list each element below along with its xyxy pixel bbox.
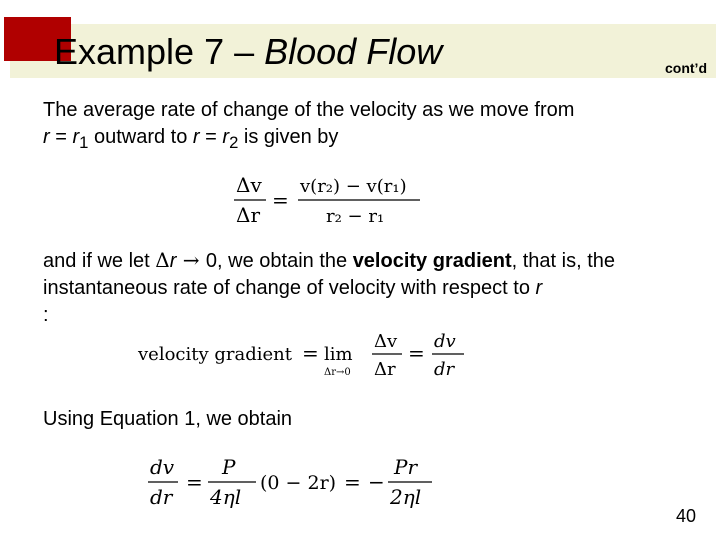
grad-colon: :: [43, 304, 49, 326]
title-italic: Blood Flow: [264, 31, 443, 72]
intro-end: is given by: [238, 126, 339, 148]
eq1-lhs-num: Δv: [236, 173, 262, 197]
paragraph-intro: [43, 97, 703, 156]
eq1-lhs-den: Δr: [236, 203, 261, 227]
grad-text-b: 0, we obtain the: [205, 250, 353, 272]
grad-var-r: r: [169, 250, 177, 272]
eq3-den: 4ηl: [210, 485, 242, 509]
eq3-paren: (0 − 2r): [260, 472, 337, 494]
equation-velocity-gradient: [136, 327, 468, 383]
grad-text-c: , that is, the instantaneous rate of change of velocity with respect to: [43, 250, 616, 299]
eq2-equals: =: [302, 341, 319, 365]
eq3-equals: =: [186, 470, 203, 494]
delta-symbol: Δ: [155, 248, 170, 272]
intro-line1: The average rate of change of the velocity as we move from: [43, 99, 575, 121]
velocity-gradient-term: velocity gradient: [352, 250, 512, 272]
slide-title: [54, 30, 442, 74]
eq2-num: Δv: [374, 331, 398, 352]
sub-2: 2: [229, 133, 239, 152]
eq2-lim-sub: Δr→0: [324, 367, 351, 378]
eq3-pr: Pr: [394, 455, 418, 479]
sub-1: 1: [79, 133, 89, 152]
var-r: r: [43, 126, 50, 148]
eq2-dnum: dv: [434, 331, 456, 352]
intro-mid: outward to: [88, 126, 193, 148]
eq3-lhs-num: dv: [150, 455, 175, 479]
eq1-equals: =: [272, 188, 289, 212]
eq2-lim: lim: [324, 344, 353, 365]
eq1-rhs-num: v(r₂) − v(r₁): [300, 176, 407, 197]
var-r2: r: [222, 126, 230, 148]
paragraph-using-equation: Using Equation 1, we obtain: [43, 408, 293, 430]
eq-sign: =: [49, 126, 73, 148]
eq3-p: P: [222, 455, 236, 479]
eq2-den: Δr: [374, 359, 396, 380]
title-plain: Example 7 –: [54, 31, 265, 72]
eq1-rhs-den: r₂ − r₁: [326, 206, 385, 227]
eq2-equals2: =: [408, 341, 425, 365]
grad-text-a: and if we let: [43, 250, 156, 272]
grad-var-r-end: r: [535, 277, 543, 299]
eq3-den2: 2ηl: [390, 485, 422, 509]
page-number: 40: [675, 506, 696, 526]
eq-sign-b: =: [199, 126, 223, 148]
equation-result: [146, 452, 434, 510]
eq3-equals2: =: [344, 470, 361, 494]
eq3-lhs-den: dr: [150, 485, 173, 509]
equation-average-rate: [228, 170, 424, 232]
arrow-symbol: →: [176, 248, 206, 272]
continued-label: cont’d: [665, 60, 707, 76]
var-r-b: r: [192, 126, 200, 148]
var-r1: r: [72, 126, 80, 148]
paragraph-gradient: [43, 247, 703, 329]
eq2-dden: dr: [434, 359, 455, 380]
eq2-label: velocity gradient: [138, 344, 292, 365]
eq3-minus: −: [368, 470, 385, 494]
